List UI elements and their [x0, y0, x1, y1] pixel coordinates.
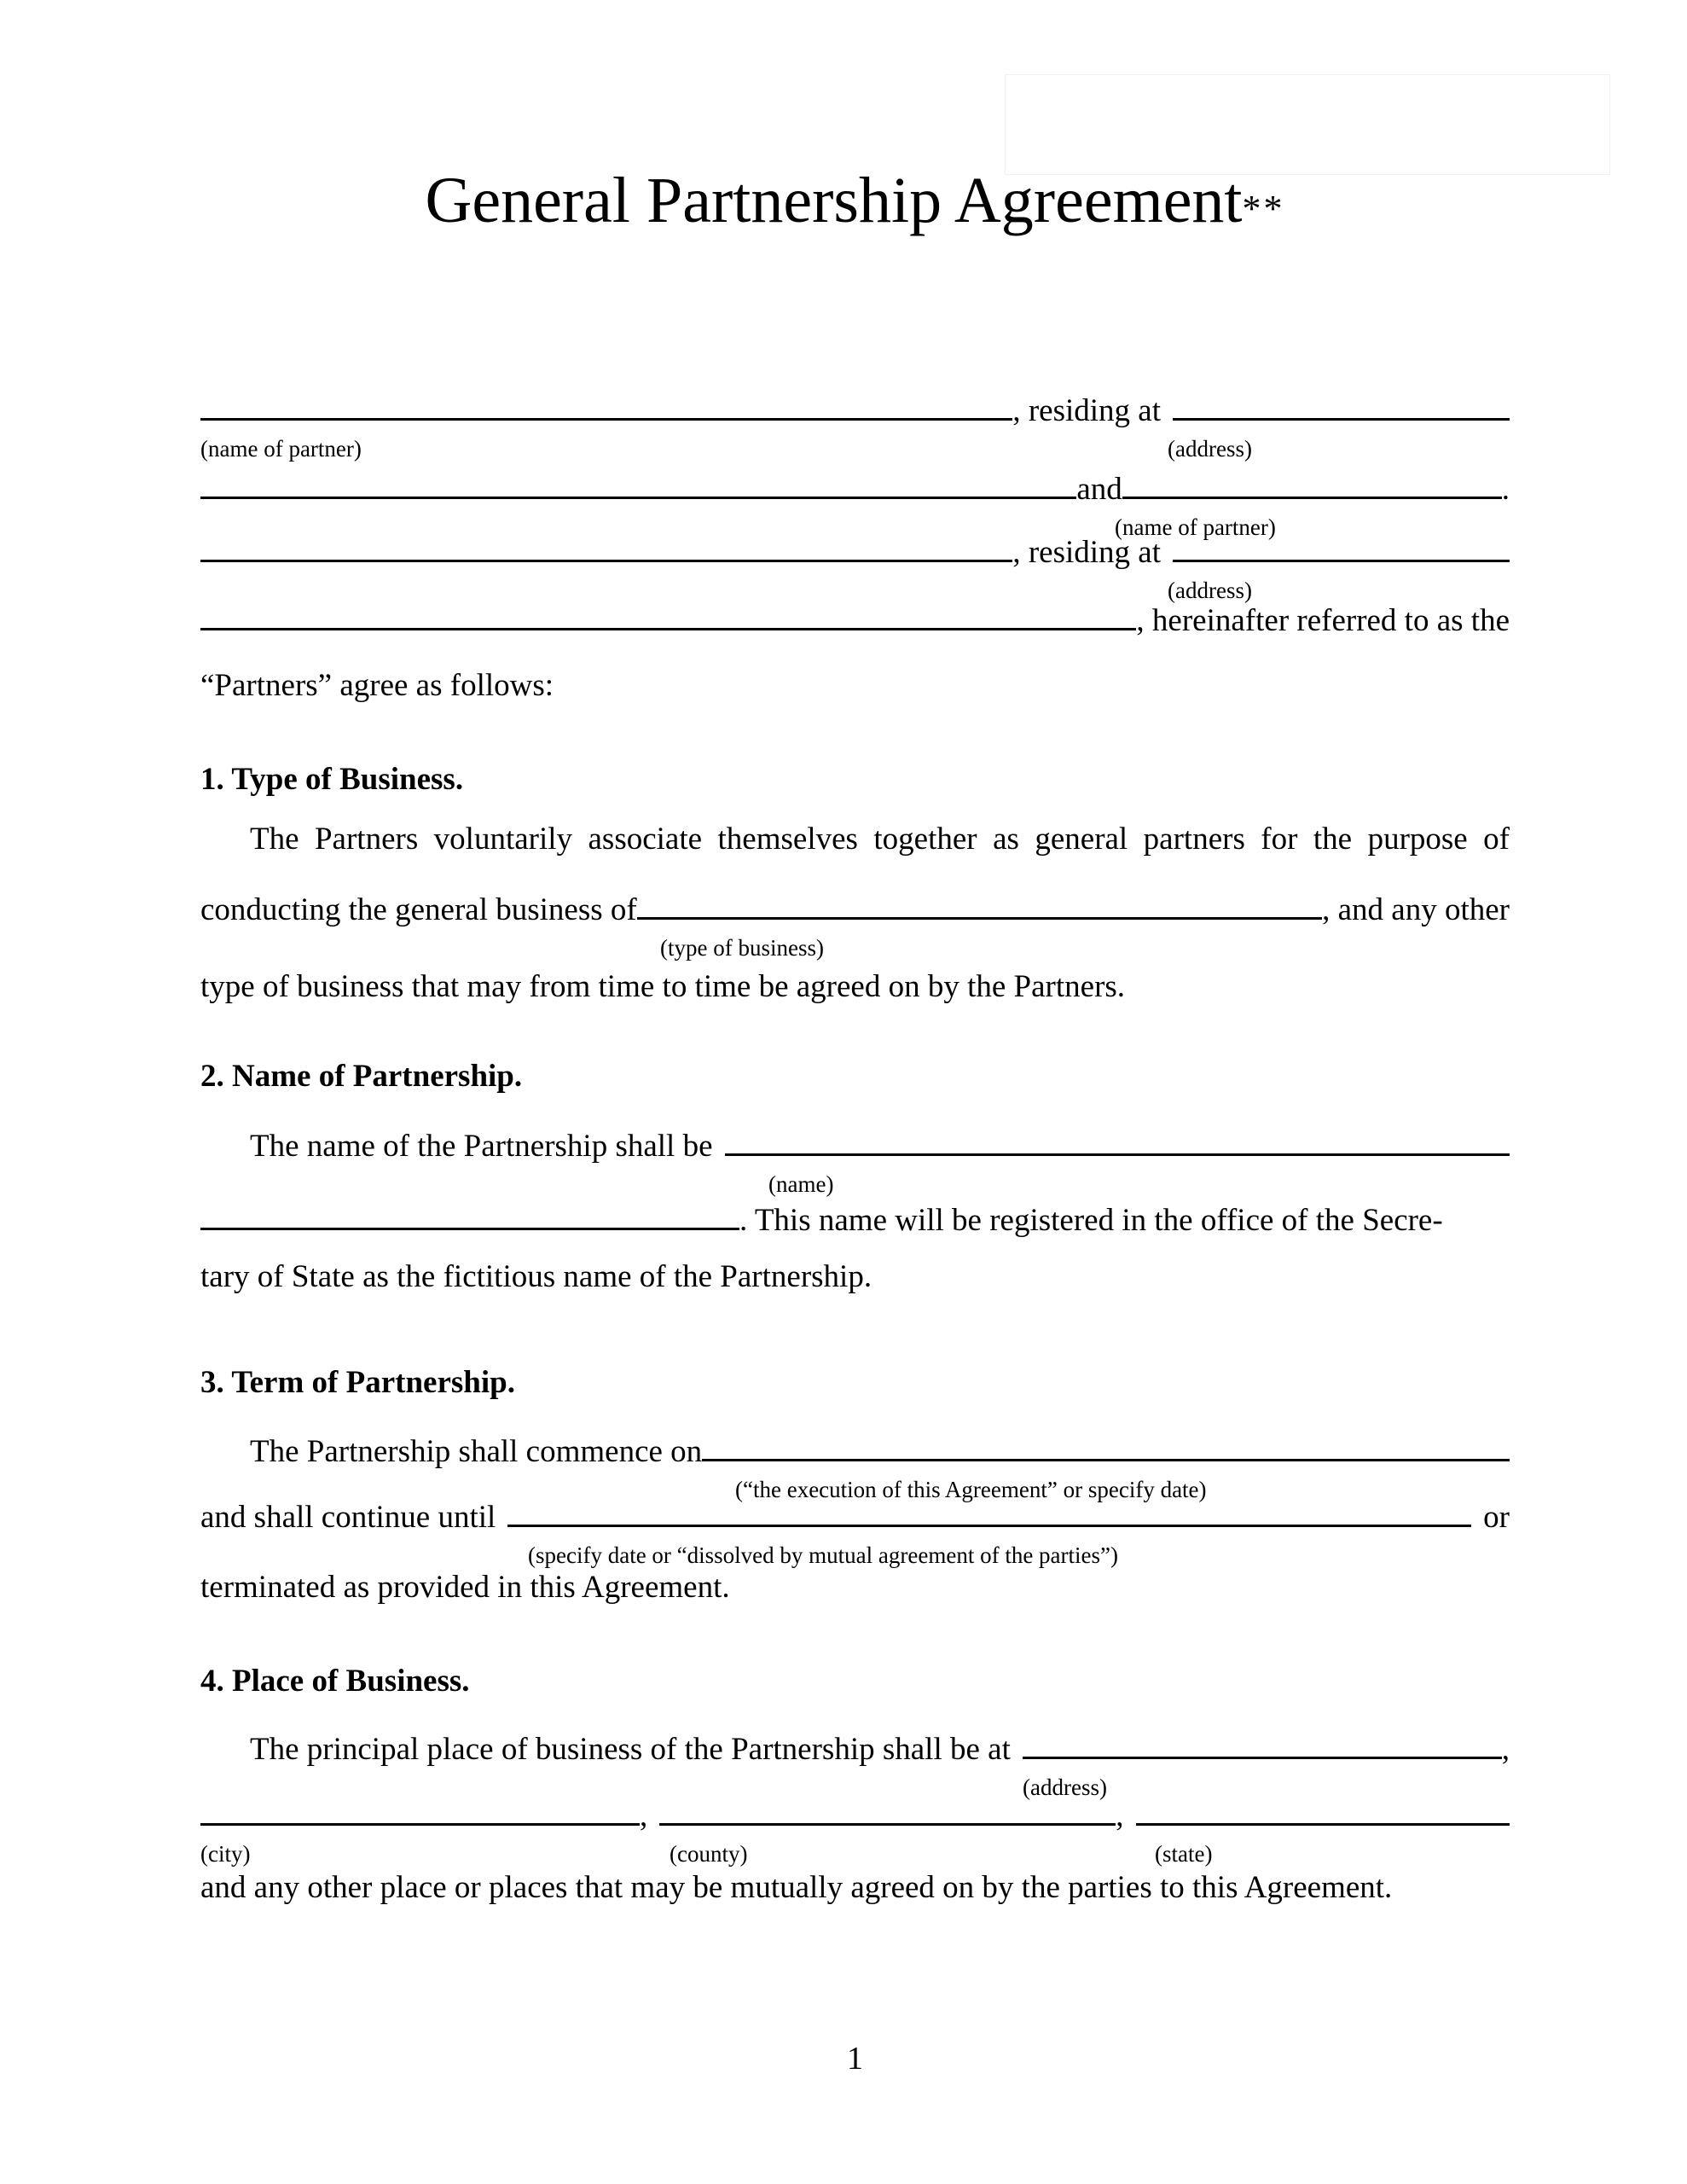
partner2-address-blank[interactable] — [1173, 560, 1510, 562]
comma-2: , — [1116, 1798, 1124, 1833]
principal-place-line — [200, 1728, 1510, 1771]
section-1-paragraph-line-3: type of business that may from time to time be agreed on by the Partners. — [200, 968, 1126, 1004]
partner1-name-blank[interactable] — [200, 418, 1012, 421]
document-page — [200, 0, 1510, 2080]
section-3-line-2-after: or — [1483, 1499, 1510, 1535]
type-of-business-line — [200, 889, 1510, 932]
type-of-business-blank[interactable] — [637, 917, 1322, 920]
address-label-2: (address) — [1168, 577, 1252, 603]
business-address-blank[interactable] — [1023, 1757, 1502, 1759]
period-text-1: . — [1501, 471, 1510, 507]
county-label: (county) — [670, 1840, 748, 1867]
section-2-line-1-before: The name of the Partnership shall be — [250, 1128, 713, 1164]
county-blank[interactable] — [659, 1823, 1116, 1826]
partnership-name-continuation-line — [200, 1199, 1510, 1242]
partnership-name-line — [200, 1125, 1510, 1168]
commence-date-line — [200, 1431, 1510, 1473]
title-text: General Partnership Agreement — [425, 165, 1243, 236]
section-3-paragraph-line-3: terminated as provided in this Agreement. — [200, 1569, 730, 1605]
state-label: (state) — [1155, 1840, 1213, 1867]
name-label: (name) — [768, 1170, 834, 1197]
page-number: 1 — [847, 2040, 863, 2077]
section-1-line-2-after: , and any other — [1322, 892, 1510, 927]
section-4-line-1-before: The principal place of business of the Partnership shall be at — [250, 1731, 1011, 1767]
label-row-name — [200, 1168, 1510, 1202]
partner2-name-continuation-blank[interactable] — [200, 560, 1012, 562]
section-3-line-1-before: The Partnership shall commence on — [250, 1433, 703, 1469]
section-2-paragraph-line-3: tary of State as the fictitious name of the Partnership. — [200, 1258, 872, 1294]
label-row-3 — [200, 574, 1510, 608]
section-1-paragraph-line-1: The Partners voluntarily associate themselves together as general partners for the purpose of — [250, 821, 1510, 857]
label-row-address — [200, 1771, 1510, 1805]
section-3-line-2-before: and shall continue until — [200, 1499, 496, 1535]
label-row-2 — [200, 511, 1510, 545]
address-continuation-line — [200, 468, 1510, 511]
comma-1: , — [640, 1798, 648, 1833]
partners-agree-text: “Partners” agree as follows: — [200, 667, 554, 703]
state-blank[interactable] — [1136, 1823, 1510, 1826]
label-row-continue — [200, 1539, 1510, 1573]
section-1-heading: 1. Type of Business. — [200, 761, 464, 797]
address-label-1: (address) — [1168, 435, 1252, 462]
address2-continuation-blank[interactable] — [200, 628, 1136, 630]
partnership-name-continuation-blank[interactable] — [200, 1228, 739, 1230]
section-2-heading: 2. Name of Partnership. — [200, 1058, 523, 1094]
label-row-1 — [200, 433, 1510, 467]
residing-at-text-1: , residing at — [1012, 392, 1161, 428]
hereinafter-text: , hereinafter referred to as the — [1136, 602, 1510, 638]
continue-until-blank[interactable] — [507, 1525, 1471, 1527]
section-1-line-2-before: conducting the general business of — [200, 892, 637, 927]
residing-at-text-2: , residing at — [1012, 534, 1161, 570]
address-continuation-blank[interactable] — [200, 497, 1076, 499]
section-4-paragraph-line-3: and any other place or places that may be mutually agreed on by the parties to this Agreement. — [200, 1869, 1393, 1905]
name-of-partner-label-2: (name of partner) — [1115, 514, 1276, 540]
commence-date-blank[interactable] — [702, 1459, 1510, 1461]
city-label: (city) — [200, 1840, 251, 1867]
partner2-name-blank[interactable] — [1122, 497, 1502, 499]
address-label-3: (address) — [1023, 1774, 1107, 1800]
name-of-partner-label-1: (name of partner) — [200, 435, 362, 462]
partnership-name-blank[interactable] — [725, 1153, 1510, 1156]
execution-date-label: (“the execution of this Agreement” or specify date) — [735, 1476, 1207, 1502]
partner1-address-blank[interactable] — [1173, 418, 1510, 421]
document-title — [200, 159, 1510, 243]
section-4-line-1-after: , — [1501, 1731, 1510, 1767]
dissolve-date-label: (specify date or “dissolved by mutual agreement of the parties”) — [528, 1542, 1118, 1568]
section-3-heading: 3. Term of Partnership. — [200, 1364, 515, 1400]
title-footnote-marker: ** — [1242, 188, 1285, 230]
partner1-line — [200, 390, 1510, 433]
section-2-line-2-after: . This name will be registered in the office of the Secre- — [739, 1202, 1443, 1238]
label-row-type-of-business — [200, 932, 1510, 966]
and-text: and — [1076, 471, 1122, 507]
label-row-commence — [200, 1473, 1510, 1507]
type-of-business-label: (type of business) — [660, 934, 824, 961]
section-4-heading: 4. Place of Business. — [200, 1663, 470, 1699]
label-row-city-county-state — [200, 1838, 1510, 1872]
city-blank[interactable] — [200, 1823, 640, 1826]
